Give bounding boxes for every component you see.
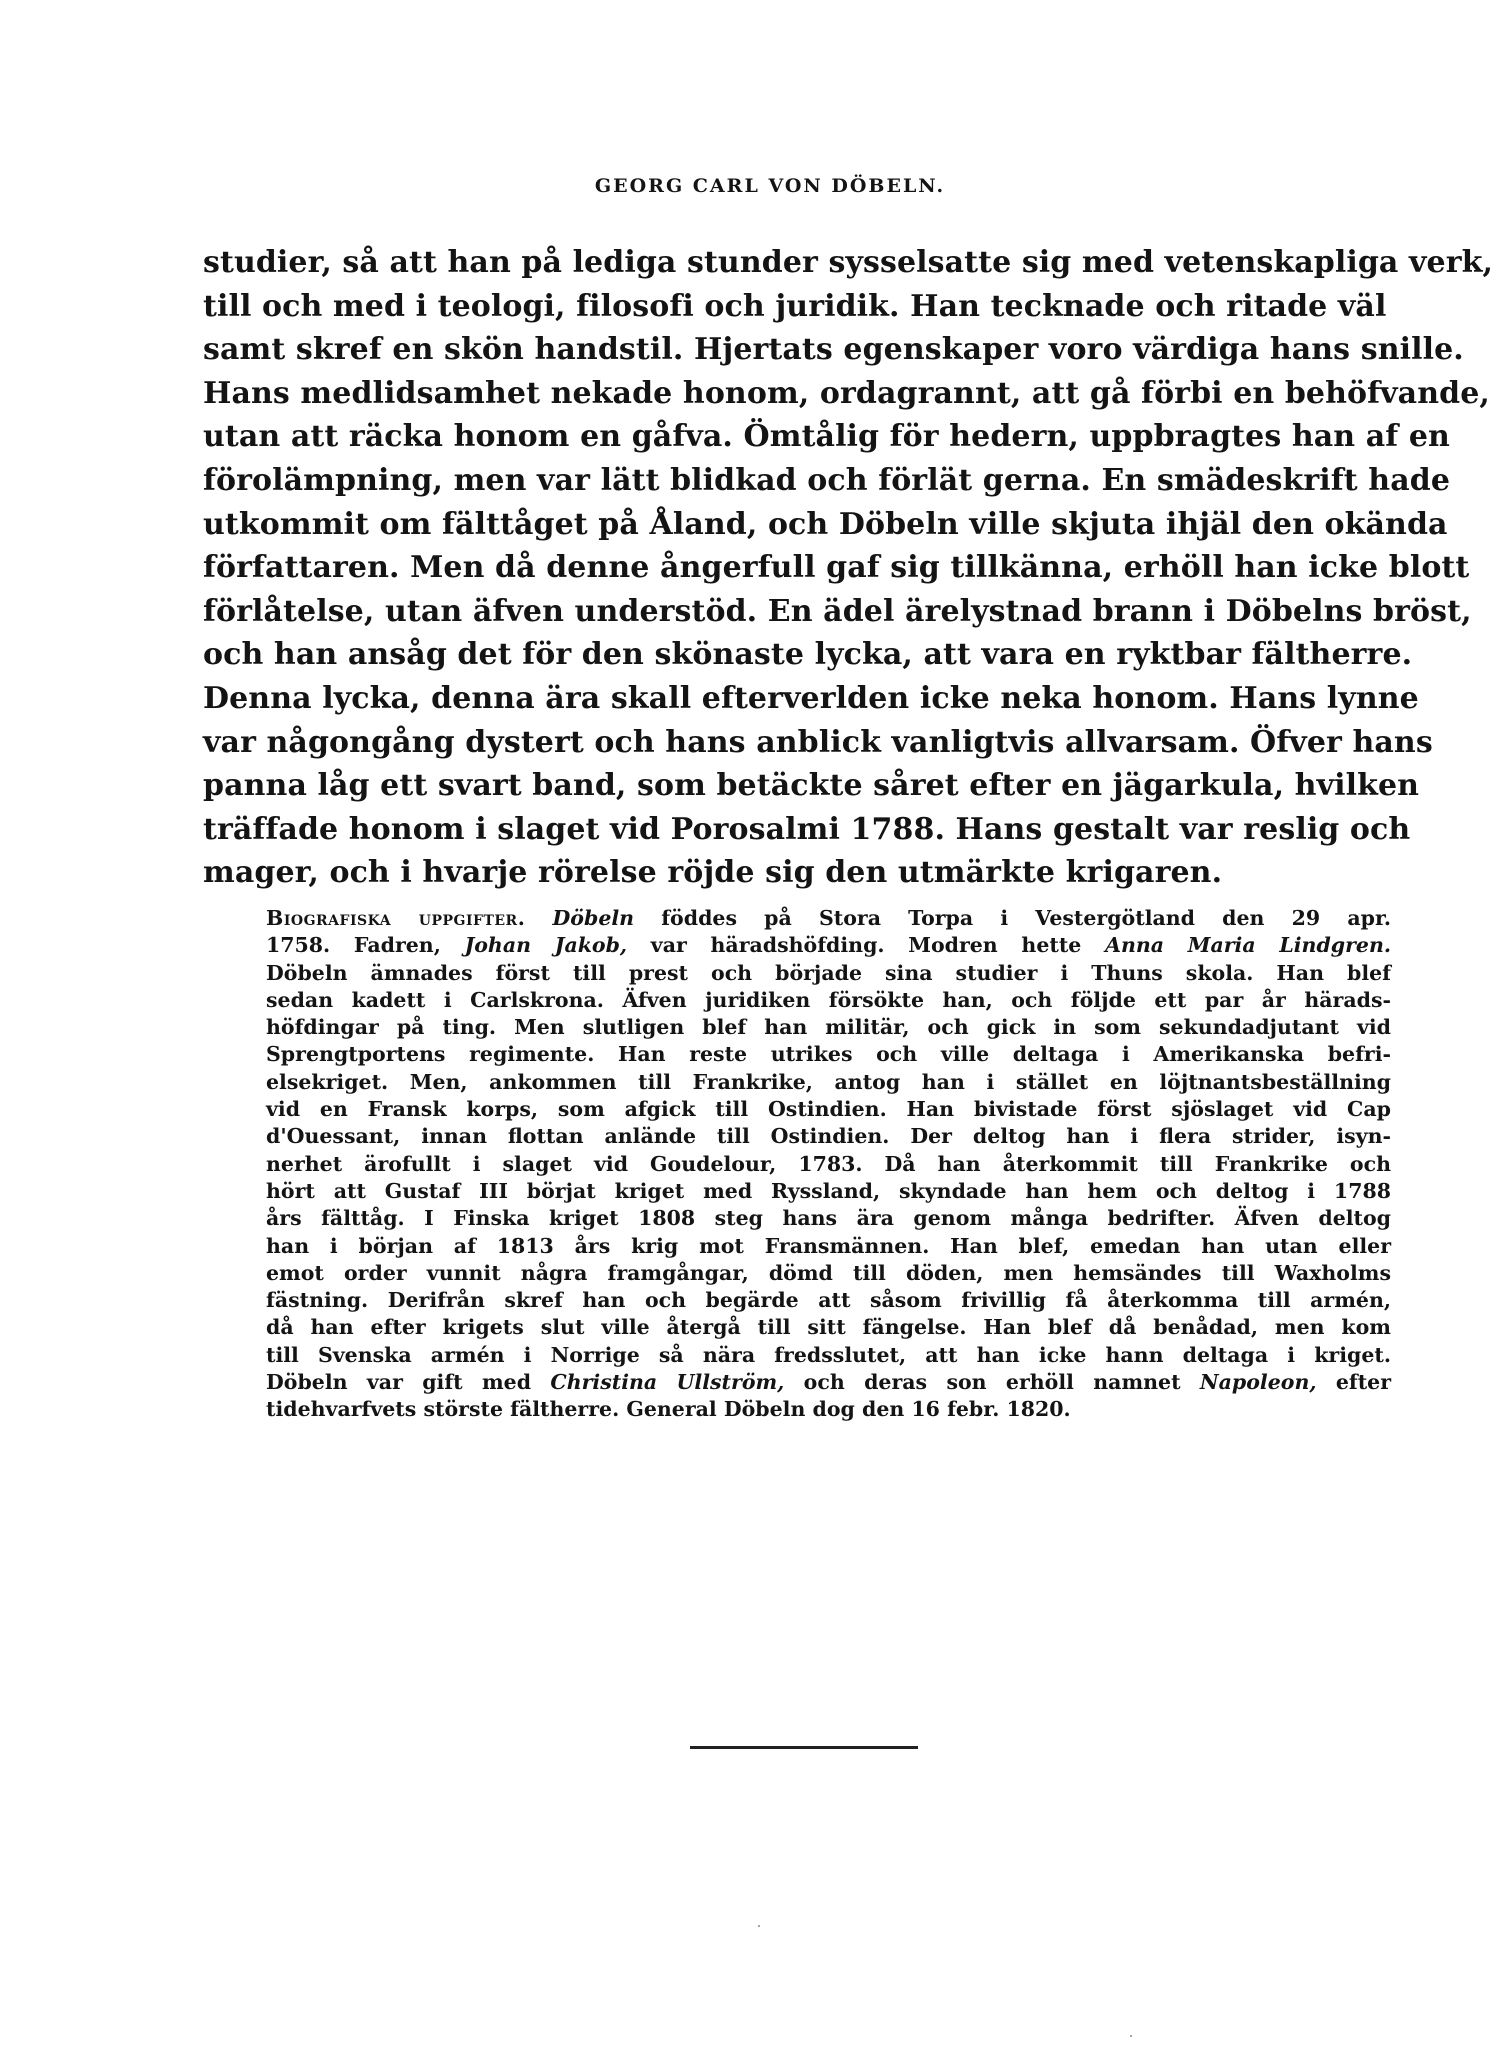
father-name: Johan Jakob,	[464, 933, 628, 958]
notes-text: efter	[1316, 1370, 1392, 1395]
notes-line: års fälttåg. I Finska kriget 1808 steg hans ära genom många bedrifter. Äfven deltog	[266, 1206, 1391, 1231]
body-line: panna låg ett svart band, som betäckte såret efter en jägarkula, hvilken	[203, 768, 1420, 804]
paper-speck	[758, 1925, 760, 1927]
notes-line: Döbeln ämnades först till prest och började sina studier i Thuns skola. Han blef	[266, 960, 1391, 985]
notes-line: d'Ouessant, innan flottan anlände till Ostindien. Der deltog han i flera strider, isyn-	[266, 1124, 1391, 1149]
notes-line: hört att Gustaf III börjat kriget med Ryssland, skyndade han hem och deltog i 1788	[266, 1178, 1391, 1203]
notes-line: elsekriget. Men, ankommen till Frankrike, antog han i stället en löjtnantsbeställning	[266, 1069, 1391, 1094]
body-line: till och med i teologi, filosofi och juridik. Han tecknade och ritade väl	[203, 288, 1387, 324]
notes-line: sedan kadett i Carlskrona. Äfven juridiken försökte han, och följde ett par år härads-	[266, 987, 1391, 1012]
body-line: utan att räcka honom en gåfva. Ömtålig för hedern, uppbragtes han af en	[203, 419, 1450, 455]
notes-text: Döbeln var gift med	[266, 1370, 551, 1395]
body-line: förolämpning, men var lätt blidkad och förlät gerna. En smädeskrift hade	[203, 462, 1451, 498]
mother-name: Anna Maria Lindgren.	[1105, 933, 1391, 958]
son-name: Napoleon,	[1199, 1370, 1317, 1395]
notes-text: var häradshöfding. Modren hette	[627, 933, 1106, 958]
notes-line: Sprengtportens regimente. Han reste utrikes och ville deltaga i Amerikanska befri-	[266, 1042, 1391, 1067]
notes-italic-name: Döbeln	[552, 906, 635, 930]
notes-text: och deras son erhöll namnet	[784, 1370, 1200, 1395]
notes-line: då han efter krigets slut ville återgå till sitt fängelse. Han blef då benådad, men kom	[266, 1315, 1391, 1340]
body-line: författaren. Men då denne ångerfull gaf sig tillkänna, erhöll han icke blott	[203, 550, 1470, 586]
notes-line	[266, 932, 1391, 959]
main-body-text	[203, 241, 1494, 895]
body-line: utkommit om fälttåget på Åland, och Döbeln ville skjuta ihjäl den okända	[203, 506, 1448, 542]
notes-line: tidehvarfvets störste fältherre. General Döbeln dog den 16 febr. 1820.	[266, 1397, 1071, 1422]
body-line: var någongång dystert och hans anblick vanligtvis allvarsam. Öfver hans	[203, 724, 1433, 760]
body-line: förlåtelse, utan äfven understöd. En ädel ärelystnad brann i Döbelns bröst,	[203, 593, 1472, 629]
notes-line: han i början af 1813 års krig mot Fransmännen. Han blef, emedan han utan eller	[266, 1233, 1391, 1258]
notes-line: fästning. Derifrån skref han och begärde att såsom frivillig få återkomma till armén,	[266, 1288, 1391, 1313]
body-line: mager, och i hvarje rörelse röjde sig den utmärkte krigaren.	[203, 855, 1223, 891]
notes-text: 1758. Fadren,	[266, 933, 465, 958]
notes-line: till Svenska armén i Norrige så nära fredsslutet, att han icke hann deltaga i kriget.	[266, 1342, 1391, 1367]
body-line: Denna lycka, denna ära skall efterverlden icke neka honom. Hans lynne	[203, 680, 1419, 716]
running-head: GEORG CARL VON DÖBELN.	[594, 175, 946, 197]
body-line: och han ansåg det för den skönaste lycka, att vara en ryktbar fältherre.	[203, 637, 1413, 673]
notes-line	[266, 1369, 1391, 1396]
notes-line: vid en Fransk korps, som afgick till Ostindien. Han bivistade först sjöslaget vid Cap	[266, 1097, 1391, 1122]
section-end-rule	[690, 1746, 918, 1749]
biographical-notes	[266, 905, 1391, 1424]
wife-name: Christina Ullström,	[550, 1370, 785, 1395]
body-line: träffade honom i slaget vid Porosalmi 1788. Hans gestalt var reslig och	[203, 811, 1411, 847]
notes-heading: Biografiska uppgifter.	[266, 906, 526, 930]
notes-line: höfdingar på ting. Men slutligen blef han militär, och gick in som sekundadjutant vid	[266, 1015, 1391, 1040]
paper-speck	[1130, 2035, 1132, 2037]
notes-line: emot order vunnit några framgångar, dömd till döden, men hemsändes till Waxholms	[266, 1260, 1391, 1285]
body-line: samt skref en skön handstil. Hjertats egenskaper voro värdiga hans snille.	[203, 332, 1464, 368]
notes-line: nerhet ärofullt i slaget vid Goudelour, 1783. Då han återkommit till Frankrike och	[266, 1151, 1391, 1176]
body-line: studier, så att han på lediga stunder sysselsatte sig med vetenskapliga verk,	[203, 245, 1494, 280]
notes-line	[266, 905, 1391, 932]
body-line: Hans medlidsamhet nekade honom, ordagrannt, att gå förbi en behöfvande,	[203, 375, 1490, 411]
notes-text: föddes på Stora Torpa i Vestergötland den 29 apr.	[634, 906, 1392, 930]
